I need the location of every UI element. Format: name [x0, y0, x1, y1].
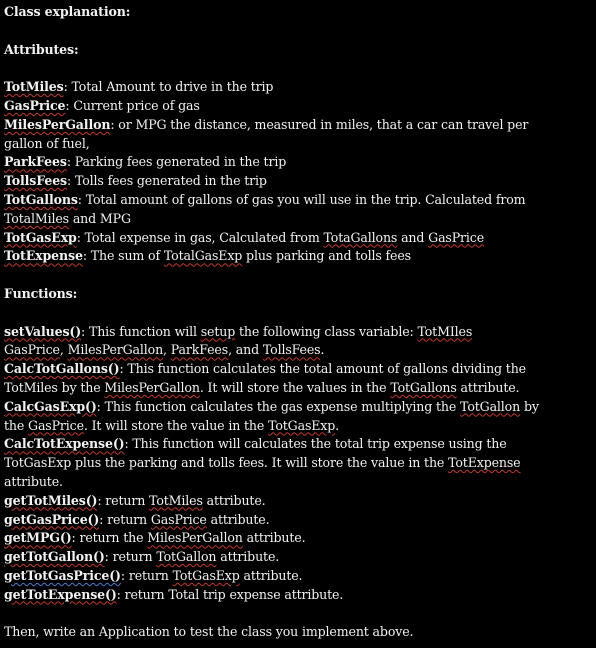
fn-setvalues-cont: GasPrice, MilesPerGallon, ParkFees, and TollsFees.: [4, 342, 325, 358]
functions-title: Functions:: [4, 285, 78, 301]
fn-calcgasexp-cont: the GasPrice. It will store the value in the TotGasExp.: [4, 417, 340, 433]
fn-calcgasexp: CalcGasExp(): This function calculates the gas expense multiplying the TotGallon by: [4, 398, 539, 414]
fn-calctotgallons-cont: TotMiles by the MilesPerGallon. It will store the values in the TotGallons attribute.: [4, 379, 520, 395]
heading: Class explanation:: [4, 4, 131, 19]
fn-calctotexpense-cont: TotGasExp plus the parking and tolls fees. It will store the value in the TotExpense: [4, 455, 521, 471]
attr-tollsfees: TollsFees: Tolls fees generated in the trip: [4, 173, 267, 189]
attr-totgasexp: TotGasExp: Total expense in gas, Calculated from TotaGallons and GasPrice: [4, 229, 485, 245]
fn-gettotgallon: getTotGallon(): return TotGallon attribute.: [4, 549, 280, 565]
attributes-title: Attributes:: [4, 41, 79, 57]
attr-totgallons-cont: TotalMiles and MPG: [4, 210, 131, 226]
fn-calctotexpense: CalcTotExpense(): This function will calculates the total trip expense using the: [4, 436, 507, 452]
attr-totexpense: TotExpense: The sum of TotalGasExp plus parking and tolls fees: [4, 248, 411, 264]
attr-mpg: MilesPerGallon: or MPG the distance, measured in miles, that a car can travel per: [4, 116, 529, 132]
closing-instruction: Then, write an Application to test the class you implement above.: [4, 624, 414, 640]
fn-gettotmiles: getTotMiles(): return TotMiles attribute.: [4, 492, 266, 508]
fn-getmpg: getMPG(): return the MilesPerGallon attribute.: [4, 530, 306, 546]
attr-parkfees: ParkFees: Parking fees generated in the trip: [4, 154, 287, 170]
fn-calctotexpense-cont2: attribute.: [4, 473, 63, 489]
fn-gettotgasprice: getTotGasPrice(): return TotGasExp attribute.: [4, 567, 303, 583]
attr-gasprice: GasPrice: Current price of gas: [4, 97, 200, 113]
fn-gettotexpense: getTotExpense(): return Total trip expense attribute.: [4, 586, 344, 602]
attr-totgallons: TotGallons: Total amount of gallons of gas you will use in the trip. Calculated from: [4, 191, 526, 207]
fn-calctotgallons: CalcTotGallons(): This function calculates the total amount of gallons dividing the: [4, 361, 526, 377]
fn-getgasprice: getGasPrice(): return GasPrice attribute.: [4, 511, 270, 527]
fn-setvalues: setValues(): This function will setup the following class variable: TotMIles: [4, 323, 473, 339]
attr-totmiles: TotMiles: Total Amount to drive in the trip: [4, 79, 274, 95]
attr-mpg-cont: gallon of fuel,: [4, 135, 90, 151]
